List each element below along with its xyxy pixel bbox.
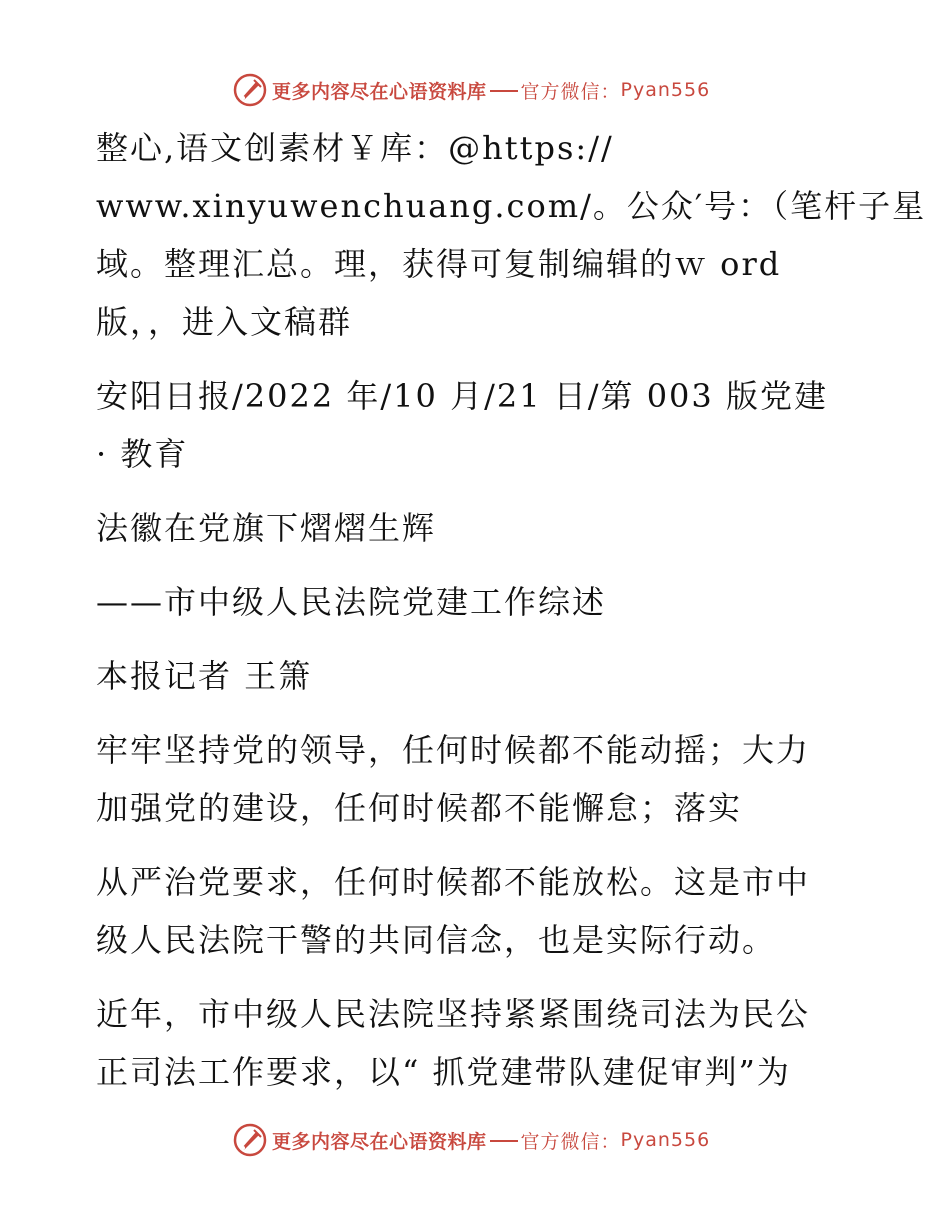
text-line: 级人民法院干警的共同信念，也是实际行动。 [96,921,777,959]
text-line: 牢牢坚持党的领导，任何时候都不能动摇；大力 [96,731,811,769]
text-line: 从严治党要求，任何时候都不能放松。这是市中 [96,863,811,901]
banner-title: 更多内容尽在心语资料库 [272,80,487,103]
banner-wechat-label: 官方微信： [520,80,621,103]
banner-wechat-label: 官方微信： [520,1130,621,1153]
article-byline: 本报记者 王箫 [96,657,313,695]
text-line: www.xinyuwenchuang.com/。公众′号：（笔杆子星 [96,187,927,225]
banner-wechat-id: Pyan556 [620,79,711,101]
text-line: 版，，进入文稿群 [96,303,353,341]
text-line: · 教育 [96,435,189,473]
quill-pen-logo-icon [232,1122,268,1158]
banner-wechat-id: Pyan556 [620,1129,711,1151]
text-line: 安阳日报/2022 年/10 月/21 日/第 003 版党建 [96,377,828,415]
footer-banner [232,1120,710,1160]
header-banner [232,70,710,110]
banner-dash [490,90,518,92]
quill-pen-logo-icon [232,72,268,108]
text-line: 正司法工作要求，以“ 抓党建带队建促审判”为 [96,1053,791,1091]
text-line: 加强党的建设，任何时候都不能懈怠；落实 [96,789,743,827]
text-line: 域。整理汇总。理，获得可复制编辑的ｗ ord [96,245,782,283]
banner-dash [490,1140,518,1142]
banner-title: 更多内容尽在心语资料库 [272,1130,487,1153]
article-title: 法徽在党旗下熠熠生辉 [96,509,437,547]
text-line: 整心,语文创素材￥库：@https:// [96,129,614,167]
article-subtitle: ——市中级人民法院党建工作综述 [96,583,607,621]
text-line: 近年，市中级人民法院坚持紧紧围绕司法为民公 [96,995,811,1033]
